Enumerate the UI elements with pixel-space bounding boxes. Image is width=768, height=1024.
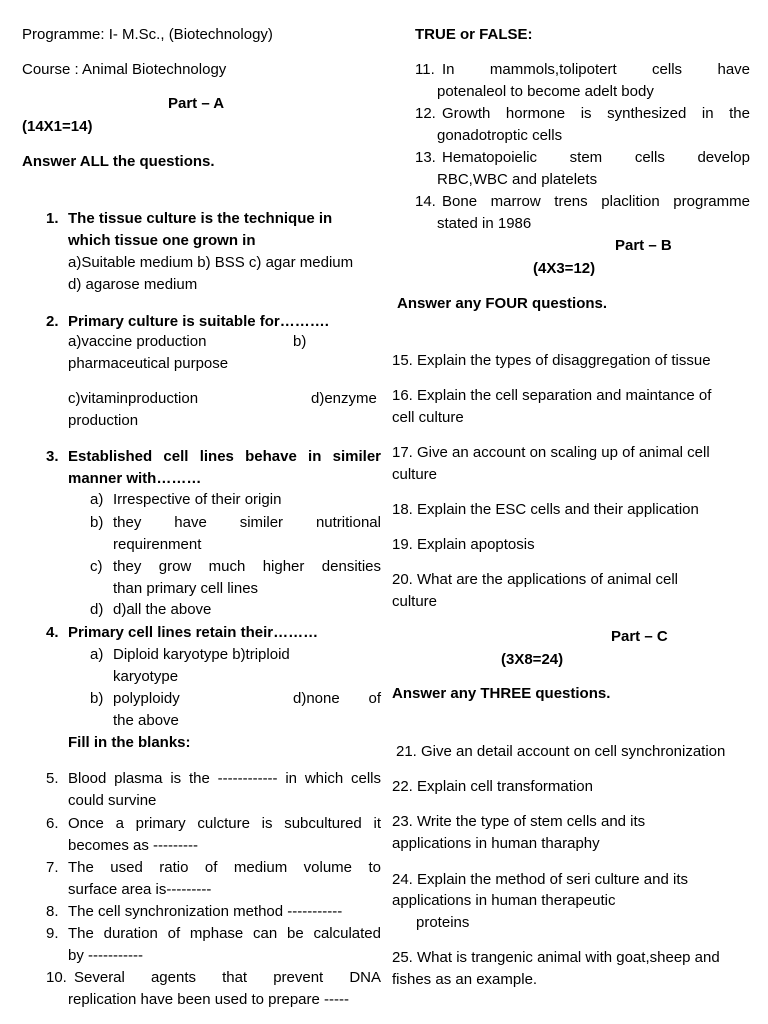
option-text: the above: [113, 712, 179, 729]
option-text: karyotype: [113, 668, 179, 685]
item-text: Once a primary culcture is subcultured it: [68, 815, 381, 832]
option-label: a): [90, 646, 104, 663]
option-text: Diploid karyotype b)triploid: [113, 646, 290, 663]
option-label: b): [90, 514, 104, 531]
item-number: 6.: [46, 815, 59, 832]
programme-line: Programme: I- M.Sc., (Biotechnology): [22, 26, 273, 43]
question-options: a)Suitable medium b) BSS c) agar medium: [68, 254, 354, 271]
question-text: cell culture: [392, 409, 464, 426]
option-c: c)vitaminproduction: [68, 390, 199, 407]
question-text: fishes as an example.: [392, 971, 538, 988]
option-d: production: [68, 412, 139, 429]
part-b-marks: (4X3=12): [533, 260, 596, 277]
item-text: surface area is---------: [68, 881, 212, 898]
item-text: gonadotroptic cells: [437, 127, 563, 144]
item-text: In mammols,tolipotert cells have: [442, 61, 750, 78]
question-text: 20. What are the applications of animal cell: [392, 571, 678, 588]
part-b-title: Part – B: [615, 237, 672, 254]
item-number: 12.: [415, 105, 436, 122]
option-label: a): [90, 491, 104, 508]
question-stem: which tissue one grown in: [68, 232, 256, 249]
option-b: pharmaceutical purpose: [68, 355, 229, 372]
part-c-title: Part – C: [611, 628, 668, 645]
item-number: 5.: [46, 770, 59, 787]
option-text: they grow much higher densities: [113, 558, 381, 575]
item-text: The duration of mphase can be calculated: [68, 925, 381, 942]
item-text: stated in 1986: [437, 215, 532, 232]
item-text: becomes as ---------: [68, 837, 198, 854]
item-text: RBC,WBC and platelets: [437, 171, 598, 188]
question-number: 2.: [46, 313, 59, 330]
option-b-label: b): [293, 333, 307, 350]
question-text: 17. Give an account on scaling up of animal cell: [392, 444, 710, 461]
item-text: replication have been used to prepare -----: [68, 991, 349, 1008]
item-text: could survine: [68, 792, 157, 809]
item-text: The cell synchronization method -----------: [68, 903, 343, 920]
option-text: d)all the above: [113, 601, 212, 618]
item-text: The used ratio of medium volume to: [68, 859, 381, 876]
option-text: they have similer nutritional: [113, 514, 381, 531]
part-a-instruction: Answer ALL the questions.: [22, 153, 215, 170]
item-text: Blood plasma is the ------------ in which cells: [68, 770, 381, 787]
part-a-title: Part – A: [168, 95, 225, 112]
question-stem: Established cell lines behave in similer: [68, 448, 381, 465]
question-text: applications in human therapeutic: [392, 892, 616, 909]
part-a-marks: (14X1=14): [22, 118, 93, 135]
item-text: Growth hormone is synthesized in the: [442, 105, 750, 122]
part-c-question: 21. Give an detail account on cell synchronization: [396, 743, 726, 760]
option-label: b): [90, 690, 104, 707]
option-text: requirenment: [113, 536, 202, 553]
question-stem: Primary culture is suitable for……….: [68, 313, 329, 330]
question-text: culture: [392, 466, 438, 483]
option-text: polyploidy: [113, 690, 180, 707]
item-text: potenaleol to become adelt body: [437, 83, 654, 100]
part-c-instruction: Answer any THREE questions.: [392, 685, 611, 702]
part-c-question: 22. Explain cell transformation: [392, 778, 593, 795]
question-text: 25. What is trangenic animal with goat,sheep and: [392, 949, 720, 966]
item-number: 11.: [415, 61, 435, 78]
item-text: Hematopoielic stem cells develop: [442, 149, 750, 166]
item-text: by -----------: [68, 947, 143, 964]
item-number: 10.: [46, 969, 67, 986]
item-number: 13.: [415, 149, 436, 166]
option-label: d): [90, 601, 104, 618]
item-number: 14.: [415, 193, 436, 210]
question-number: 4.: [46, 624, 59, 641]
item-number: 7.: [46, 859, 59, 876]
option-text: than primary cell lines: [113, 580, 259, 597]
question-number: 3.: [46, 448, 59, 465]
item-text: Several agents that prevent DNA: [74, 969, 381, 986]
question-options: d) agarose medium: [68, 276, 198, 293]
question-text: 23. Write the type of stem cells and its: [392, 813, 646, 830]
question-text: culture: [392, 593, 438, 610]
question-stem: manner with………: [68, 470, 202, 487]
question-text: 16. Explain the cell separation and maintance of: [392, 387, 712, 404]
part-c-marks: (3X8=24): [501, 651, 564, 668]
fill-blanks-heading: Fill in the blanks:: [68, 734, 191, 751]
option-a: a)vaccine production: [68, 333, 207, 350]
part-b-question: 19. Explain apoptosis: [392, 536, 535, 553]
question-text: proteins: [416, 914, 470, 931]
option-d-label: d)enzyme: [311, 390, 377, 407]
question-stem: The tissue culture is the technique in: [68, 210, 333, 227]
question-number: 1.: [46, 210, 59, 227]
question-text: 24. Explain the method of seri culture and its: [392, 871, 689, 888]
item-number: 8.: [46, 903, 59, 920]
course-line: Course : Animal Biotechnology: [22, 61, 227, 78]
item-text: Bone marrow trens placlition programme: [442, 193, 750, 210]
option-text: d)none of: [293, 690, 381, 707]
option-text: Irrespective of their origin: [113, 491, 282, 508]
true-false-heading: TRUE or FALSE:: [415, 26, 533, 43]
item-number: 9.: [46, 925, 59, 942]
question-text: applications in human tharaphy: [392, 835, 600, 852]
part-b-question: 15. Explain the types of disaggregation of tissue: [392, 352, 711, 369]
question-stem: Primary cell lines retain their………: [68, 624, 319, 641]
part-b-question: 18. Explain the ESC cells and their application: [392, 501, 699, 518]
part-b-instruction: Answer any FOUR questions.: [397, 295, 608, 312]
option-label: c): [90, 558, 103, 575]
